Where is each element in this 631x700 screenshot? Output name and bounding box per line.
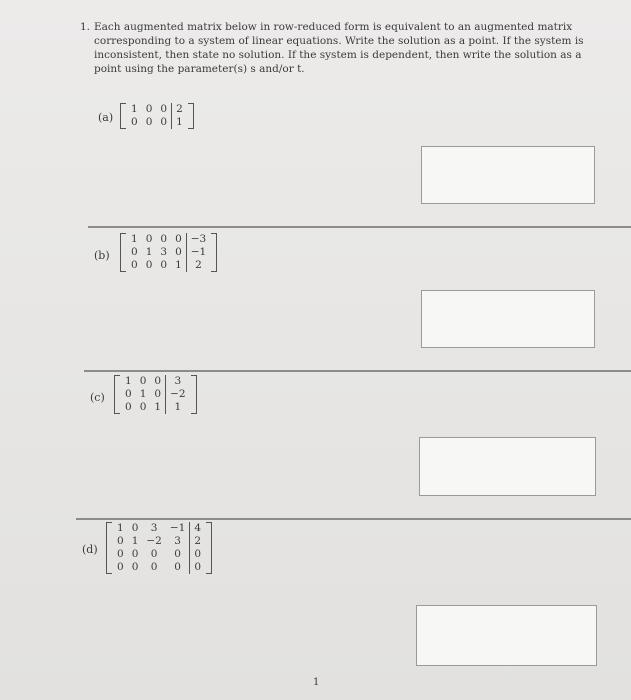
matrix-cell: 0 xyxy=(190,561,205,574)
answer-box-a[interactable] xyxy=(421,146,595,204)
matrix-cell: 1 xyxy=(154,401,162,413)
matrix-cell: 0 xyxy=(160,103,168,115)
matrix-cell: 3 xyxy=(150,522,158,534)
matrix-cell: −1 xyxy=(186,246,210,259)
matrix-cell: 0 xyxy=(131,246,138,258)
matrix-cell: 0 xyxy=(160,259,168,271)
answer-box-b[interactable] xyxy=(421,290,595,348)
matrix-cell: 3 xyxy=(160,246,168,258)
matrix-cell: 4 xyxy=(190,522,205,535)
matrix-cell: 1 xyxy=(166,401,190,414)
matrix-cell: 1 xyxy=(139,388,147,400)
matrix-cell: 3 xyxy=(174,535,181,547)
matrix-cell: 0 xyxy=(154,375,162,387)
divider xyxy=(88,226,631,228)
matrix-cell: 0 xyxy=(145,103,153,115)
matrix-cell: 0 xyxy=(145,233,153,245)
matrix-cell: 0 xyxy=(175,246,182,258)
matrix-cell: 0 xyxy=(131,548,139,560)
matrix-cell: 0 xyxy=(150,561,158,573)
matrix-cell: 0 xyxy=(117,561,124,573)
matrix-cell: 0 xyxy=(160,233,168,245)
matrix-cell: 0 xyxy=(125,401,132,413)
matrix-cell: 0 xyxy=(131,259,138,271)
matrix-cell: −2 xyxy=(166,388,190,401)
matrix-cell: 2 xyxy=(186,259,210,272)
matrix-cell: 2 xyxy=(190,535,205,548)
matrix-cell: 1 xyxy=(131,535,139,547)
matrix-cell: 0 xyxy=(174,548,181,560)
matrix-cell: 0 xyxy=(175,233,182,245)
problem-statement xyxy=(80,20,600,76)
matrix-cell: 0 xyxy=(154,388,162,400)
divider xyxy=(76,518,631,520)
matrix-cell: 0 xyxy=(190,548,205,561)
part-d-label: (d) xyxy=(82,543,98,556)
matrix-cell: 0 xyxy=(145,116,153,128)
matrix-cell: 0 xyxy=(125,388,132,400)
part-b-label: (b) xyxy=(94,249,110,262)
answer-box-d[interactable] xyxy=(416,605,597,666)
matrix-cell: −3 xyxy=(186,233,210,246)
matrix-cell: −1 xyxy=(169,522,186,534)
matrix-cell: 0 xyxy=(131,561,139,573)
matrix-cell: 1 xyxy=(172,116,187,129)
matrix-cell: 1 xyxy=(117,522,124,534)
matrix-c xyxy=(114,375,197,414)
part-c-label: (c) xyxy=(90,391,105,404)
matrix-cell: 1 xyxy=(175,259,182,271)
matrix-cell: 2 xyxy=(172,103,187,116)
matrix-a xyxy=(120,103,194,129)
matrix-cell: 0 xyxy=(160,116,168,128)
matrix-cell: −2 xyxy=(146,535,162,547)
matrix-b xyxy=(120,233,217,272)
matrix-cell: 0 xyxy=(139,401,147,413)
matrix-cell: 0 xyxy=(139,375,147,387)
matrix-cell: 3 xyxy=(166,375,190,388)
matrix-cell: 0 xyxy=(117,535,124,547)
matrix-cell: 1 xyxy=(145,246,153,258)
answer-box-c[interactable] xyxy=(419,437,596,496)
matrix-cell: 0 xyxy=(150,548,158,560)
matrix-cell: 0 xyxy=(117,548,124,560)
matrix-cell: 1 xyxy=(131,233,138,245)
page-number: 1 xyxy=(313,677,320,688)
part-a-label: (a) xyxy=(98,111,114,124)
matrix-cell: 1 xyxy=(125,375,132,387)
matrix-cell: 1 xyxy=(131,103,138,115)
matrix-cell: 0 xyxy=(174,561,181,573)
matrix-cell: 0 xyxy=(131,522,139,534)
problem-text: Each augmented matrix below in row-reduced form is equivalent to an augmented matrix corresponding to a system of linear equations. Write the solution as a point. If the system is inconsistent, then state no solution. If the system is dependent, then write the solution as a point using the parameter(s) s and/or t. xyxy=(94,21,584,75)
matrix-d xyxy=(106,522,212,574)
divider xyxy=(84,370,631,372)
matrix-cell: 0 xyxy=(145,259,153,271)
problem-number: 1. xyxy=(80,21,91,33)
matrix-cell: 0 xyxy=(131,116,138,128)
